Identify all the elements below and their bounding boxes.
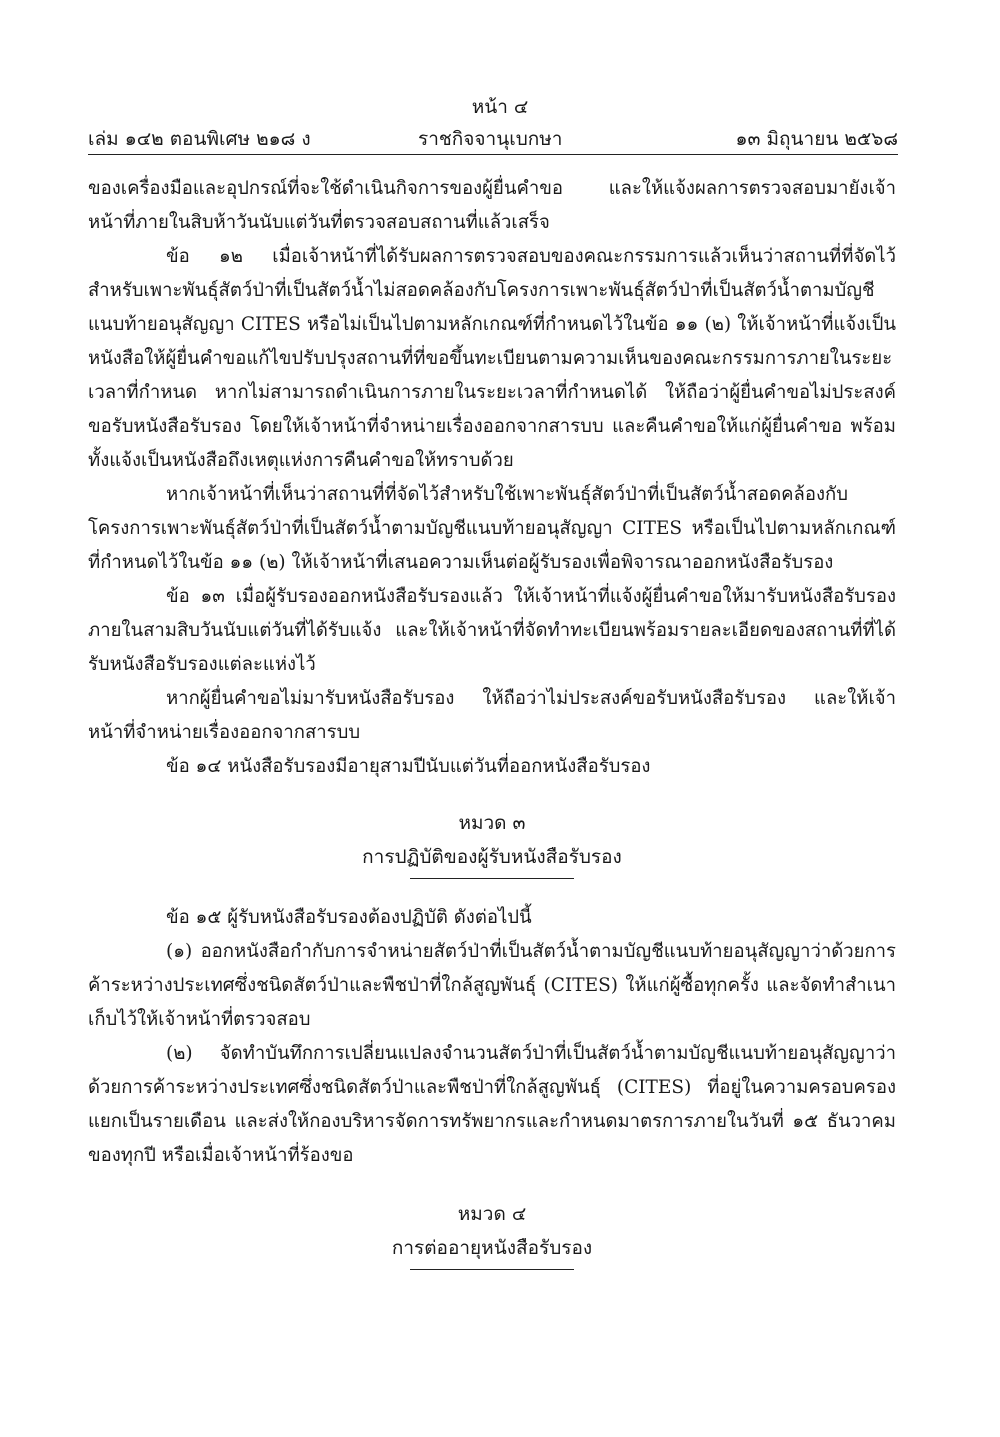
clause-15: ข้อ ๑๕ ผู้รับหนังสือรับรองต้องปฏิบัติ ดังต่อไปนี้ xyxy=(166,907,532,928)
paragraph: หากเจ้าหน้าที่เห็นว่าสถานที่ที่จัดไว้สำหรับใช้เพาะพันธุ์สัตว์ป่าที่เป็นสัตว์น้ำสอดคล้องกับโครงการเพาะพันธุ์สัตว์ป่าที่เป็นสัตว์น้ำตามบัญชีแนบท้ายอนุสัญญา CITES หรือเป็นไปตามหลักเกณฑ์ที่กำหนดไว้ในข้อ ๑๑ (๒) ให้เจ้าหน้าที่เสนอความเห็นต่อผู้รับรองเพื่อพิจารณาออกหนังสือรับรอง xyxy=(88,484,896,573)
chapter-number: หมวด ๔ xyxy=(457,1203,527,1225)
chapter-divider xyxy=(410,1269,574,1270)
chapter-title: การปฏิบัติของผู้รับหนังสือรับรอง xyxy=(362,846,622,868)
page-number: หน้า ๔ xyxy=(471,96,529,118)
chapter-3-heading xyxy=(88,806,896,879)
gazette-title: ราชกิจจานุเบกษา xyxy=(418,128,563,150)
chapter-title: การต่ออายุหนังสือรับรอง xyxy=(391,1237,593,1259)
clause-15-item-2: (๒) จัดทำบันทึกการเปลี่ยนแปลงจำนวนสัตว์ป่าที่เป็นสัตว์น้ำตามบัญชีแนบท้ายอนุสัญญาว่าด้วยการค้าระหว่างประเทศซึ่งชนิดสัตว์ป่าและพืชป่าที่ใกล้สูญพันธุ์ (CITES) ที่อยู่ในความครอบครองแยกเป็นรายเดือน และส่งให้กองบริหารจัดการทรัพยากรและกำหนดมาตรการภายในวันที่ ๑๕ ธันวาคมของทุกปี หรือเมื่อเจ้าหน้าที่ร้องขอ xyxy=(88,1043,896,1166)
volume-issue: เล่ม ๑๔๒ ตอนพิเศษ ๒๑๘ ง xyxy=(88,128,311,150)
clause-12: ข้อ ๑๒ เมื่อเจ้าหน้าที่ได้รับผลการตรวจสอบของคณะกรรมการแล้วเห็นว่าสถานที่ที่จัดไว้สำหรับเพาะพันธุ์สัตว์ป่าที่เป็นสัตว์น้ำไม่สอดคล้องกับโครงการเพาะพันธุ์สัตว์ป่าที่เป็นสัตว์น้ำตามบัญชีแนบท้ายอนุสัญญา CITES หรือไม่เป็นไปตามหลักเกณฑ์ที่กำหนดไว้ในข้อ ๑๑ (๒) ให้เจ้าหน้าที่แจ้งเป็นหนังสือให้ผู้ยื่นคำขอแก้ไขปรับปรุงสถานที่ที่ขอขึ้นทะเบียนตามความเห็นของคณะกรรมการภายในระยะเวลาที่กำหนด หากไม่สามารถดำเนินการภายในระยะเวลาที่กำหนดได้ ให้ถือว่าผู้ยื่นคำขอไม่ประสงค์ขอรับหนังสือรับรอง โดยให้เจ้าหน้าที่จำหน่ายเรื่องออกจากสารบบ และคืนคำขอให้แก่ผู้ยื่นคำขอ พร้อมทั้งแจ้งเป็นหนังสือถึงเหตุแห่งการคืนคำขอให้ทราบด้วย xyxy=(88,246,896,471)
chapter-number: หมวด ๓ xyxy=(458,812,526,834)
gazette-header xyxy=(88,124,898,155)
paragraph: หากผู้ยื่นคำขอไม่มารับหนังสือรับรอง ให้ถือว่าไม่ประสงค์ขอรับหนังสือรับรอง และให้เจ้าหน้าที่จำหน่ายเรื่องออกจากสารบบ xyxy=(88,688,896,743)
paragraph: ของเครื่องมือและอุปกรณ์ที่จะใช้ดำเนินกิจการของผู้ยื่นคำขอ และให้แจ้งผลการตรวจสอบมายังเจ้าหน้าที่ภายในสิบห้าวันนับแต่วันที่ตรวจสอบสถานที่แล้วเสร็จ xyxy=(88,178,896,233)
clause-14: ข้อ ๑๔ หนังสือรับรองมีอายุสามปีนับแต่วันที่ออกหนังสือรับรอง xyxy=(166,756,651,777)
document-body xyxy=(88,172,896,1270)
chapter-divider xyxy=(410,878,574,879)
clause-15-item-1: (๑) ออกหนังสือกำกับการจำหน่ายสัตว์ป่าที่เป็นสัตว์น้ำตามบัญชีแนบท้ายอนุสัญญาว่าด้วยการค้าระหว่างประเทศซึ่งชนิดสัตว์ป่าและพืชป่าที่ใกล้สูญพันธุ์ (CITES) ให้แก่ผู้ซื้อทุกครั้ง และจัดทำสำเนาเก็บไว้ให้เจ้าหน้าที่ตรวจสอบ xyxy=(88,941,896,1030)
chapter-4-heading xyxy=(88,1197,896,1270)
clause-13: ข้อ ๑๓ เมื่อผู้รับรองออกหนังสือรับรองแล้ว ให้เจ้าหน้าที่แจ้งผู้ยื่นคำขอให้มารับหนังสือรับรองภายในสามสิบวันนับแต่วันที่ได้รับแจ้ง และให้เจ้าหน้าที่จัดทำทะเบียนพร้อมรายละเอียดของสถานที่ที่ได้รับหนังสือรับรองแต่ละแห่งไว้ xyxy=(88,586,896,675)
publication-date: ๑๓ มิถุนายน ๒๕๖๘ xyxy=(735,128,898,150)
